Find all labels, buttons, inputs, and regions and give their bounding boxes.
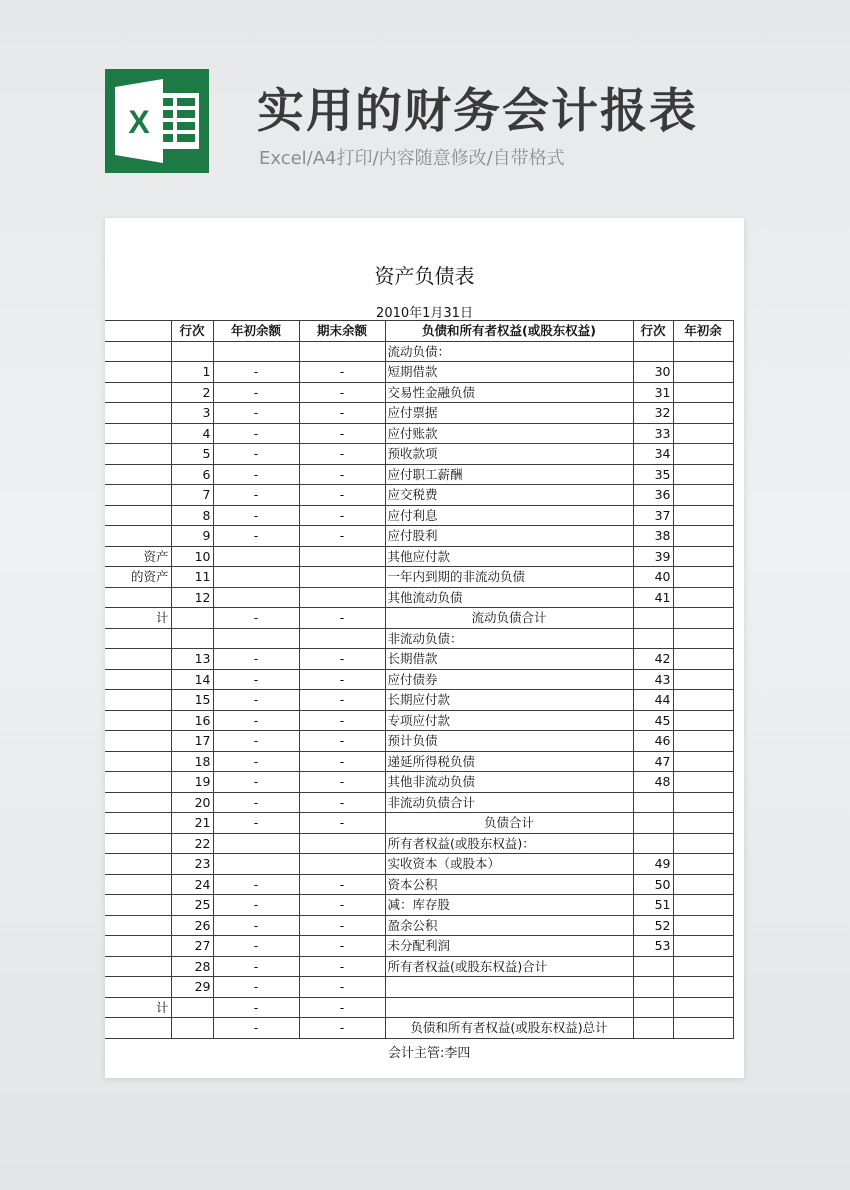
asset-name-cell [105,731,171,752]
asset-opening-balance-cell: - [213,362,299,383]
liability-equity-name-cell: 递延所得税负债 [385,751,633,772]
table-row [105,669,733,690]
column-header: 行次 [171,321,213,342]
liability-opening-balance-cell [673,710,733,731]
liability-equity-name-cell: 流动负债合计 [385,608,633,629]
liability-opening-balance-cell [673,874,733,895]
table-row [105,485,733,506]
asset-line-no-cell: 2 [171,382,213,403]
liability-equity-name-cell: 其他流动负债 [385,587,633,608]
table-row [105,977,733,998]
asset-line-no-cell [171,1018,213,1039]
asset-name-cell [105,403,171,424]
asset-name-cell [105,977,171,998]
table-row [105,546,733,567]
liability-equity-name-cell: 减：库存股 [385,895,633,916]
asset-opening-balance-cell: - [213,997,299,1018]
asset-opening-balance-cell: - [213,608,299,629]
liability-line-no-cell: 42 [633,649,673,670]
asset-name-cell [105,382,171,403]
asset-closing-balance-cell: - [299,382,385,403]
asset-name-cell [105,792,171,813]
excel-logo-icon [105,69,209,173]
asset-name-cell [105,915,171,936]
table-row [105,423,733,444]
asset-line-no-cell: 5 [171,444,213,465]
asset-opening-balance-cell [213,833,299,854]
sheet-title: 资产负债表 [374,264,475,288]
column-header: 期末余额 [299,321,385,342]
table-row [105,608,733,629]
liability-line-no-cell: 37 [633,505,673,526]
asset-name-cell [105,772,171,793]
asset-name-cell [105,690,171,711]
page-subtitle: Excel/A4打印/内容随意修改/自带格式 [259,148,565,169]
liability-equity-name-cell: 一年内到期的非流动负债 [385,567,633,588]
liability-equity-name-cell: 负债合计 [385,813,633,834]
asset-line-no-cell: 7 [171,485,213,506]
asset-closing-balance-cell: - [299,915,385,936]
asset-name-cell: 计 [105,608,171,629]
asset-name-cell [105,1018,171,1039]
liability-opening-balance-cell [673,546,733,567]
asset-closing-balance-cell: - [299,505,385,526]
liability-equity-name-cell: 短期借款 [385,362,633,383]
asset-name-cell [105,956,171,977]
liability-opening-balance-cell [673,690,733,711]
table-row [105,341,733,362]
asset-line-no-cell: 9 [171,526,213,547]
liability-opening-balance-cell [673,1018,733,1039]
asset-closing-balance-cell: - [299,936,385,957]
liability-line-no-cell [633,1018,673,1039]
liability-opening-balance-cell [673,526,733,547]
asset-name-cell [105,751,171,772]
liability-equity-name-cell: 盈余公积 [385,915,633,936]
asset-name-cell [105,587,171,608]
liability-equity-name-cell: 长期应付款 [385,690,633,711]
liability-line-no-cell [633,628,673,649]
liability-line-no-cell: 44 [633,690,673,711]
balance-sheet-table [105,320,734,1039]
asset-name-cell [105,341,171,362]
asset-opening-balance-cell: - [213,977,299,998]
liability-equity-name-cell: 其他应付款 [385,546,633,567]
liability-equity-name-cell: 交易性金融负债 [385,382,633,403]
logo-letter: X [128,104,150,140]
liability-line-no-cell: 41 [633,587,673,608]
table-row [105,833,733,854]
table-row [105,792,733,813]
asset-name-cell [105,444,171,465]
asset-name-cell [105,526,171,547]
liability-equity-name-cell: 长期借款 [385,649,633,670]
asset-opening-balance-cell: - [213,792,299,813]
liability-line-no-cell: 40 [633,567,673,588]
asset-closing-balance-cell: - [299,813,385,834]
liability-opening-balance-cell [673,444,733,465]
asset-name-cell [105,464,171,485]
liability-equity-name-cell: 非流动负债： [385,628,633,649]
liability-equity-name-cell: 应交税费 [385,485,633,506]
liability-line-no-cell: 49 [633,854,673,875]
liability-equity-name-cell: 应付票据 [385,403,633,424]
asset-closing-balance-cell: - [299,997,385,1018]
table-row [105,997,733,1018]
table-row [105,915,733,936]
asset-opening-balance-cell [213,341,299,362]
sheet-date: 2010年1月31日 [376,306,473,321]
table-row [105,567,733,588]
liability-line-no-cell: 39 [633,546,673,567]
asset-line-no-cell [171,997,213,1018]
asset-closing-balance-cell: - [299,464,385,485]
asset-closing-balance-cell: - [299,751,385,772]
asset-name-cell [105,362,171,383]
liability-equity-name-cell: 所有者权益(或股东权益)合计 [385,956,633,977]
liability-equity-name-cell: 应付股利 [385,526,633,547]
asset-opening-balance-cell: - [213,1018,299,1039]
asset-closing-balance-cell: - [299,444,385,465]
liability-opening-balance-cell [673,977,733,998]
liability-opening-balance-cell [673,608,733,629]
asset-opening-balance-cell: - [213,772,299,793]
liability-equity-name-cell: 应付利息 [385,505,633,526]
table-row [105,382,733,403]
table-row [105,813,733,834]
liability-opening-balance-cell [673,403,733,424]
liability-equity-name-cell: 应付债券 [385,669,633,690]
asset-name-cell [105,854,171,875]
column-header: 年初余 [673,321,733,342]
liability-line-no-cell: 33 [633,423,673,444]
asset-line-no-cell: 28 [171,956,213,977]
asset-closing-balance-cell [299,854,385,875]
asset-opening-balance-cell [213,567,299,588]
liability-line-no-cell: 51 [633,895,673,916]
asset-opening-balance-cell [213,628,299,649]
liability-opening-balance-cell [673,649,733,670]
liability-opening-balance-cell [673,936,733,957]
liability-equity-name-cell [385,997,633,1018]
liability-line-no-cell: 47 [633,751,673,772]
liability-equity-name-cell: 未分配利润 [385,936,633,957]
asset-opening-balance-cell: - [213,669,299,690]
asset-line-no-cell: 10 [171,546,213,567]
asset-closing-balance-cell: - [299,895,385,916]
asset-line-no-cell [171,341,213,362]
liability-equity-name-cell: 专项应付款 [385,710,633,731]
liability-equity-name-cell: 其他非流动负债 [385,772,633,793]
liability-line-no-cell: 35 [633,464,673,485]
balance-sheet-table-wrapper [105,320,734,1039]
liability-opening-balance-cell [673,485,733,506]
asset-opening-balance-cell [213,587,299,608]
column-header: 负债和所有者权益(或股东权益) [385,321,633,342]
liability-line-no-cell: 45 [633,710,673,731]
liability-opening-balance-cell [673,362,733,383]
asset-opening-balance-cell [213,854,299,875]
asset-line-no-cell: 21 [171,813,213,834]
liability-opening-balance-cell [673,567,733,588]
asset-line-no-cell: 8 [171,505,213,526]
asset-closing-balance-cell: - [299,792,385,813]
asset-line-no-cell: 16 [171,710,213,731]
asset-opening-balance-cell: - [213,956,299,977]
liability-line-no-cell [633,956,673,977]
asset-opening-balance-cell [213,546,299,567]
asset-opening-balance-cell: - [213,505,299,526]
asset-opening-balance-cell: - [213,895,299,916]
liability-equity-name-cell: 预收款项 [385,444,633,465]
liability-line-no-cell [633,792,673,813]
liability-equity-name-cell: 非流动负债合计 [385,792,633,813]
liability-equity-name-cell [385,977,633,998]
liability-line-no-cell [633,977,673,998]
asset-opening-balance-cell: - [213,731,299,752]
asset-line-no-cell: 11 [171,567,213,588]
asset-closing-balance-cell: - [299,1018,385,1039]
table-header-row [105,321,733,342]
asset-closing-balance-cell: - [299,423,385,444]
asset-line-no-cell: 15 [171,690,213,711]
liability-equity-name-cell: 实收资本（或股本） [385,854,633,875]
asset-name-cell [105,874,171,895]
asset-name-cell [105,710,171,731]
liability-opening-balance-cell [673,956,733,977]
asset-line-no-cell: 12 [171,587,213,608]
asset-line-no-cell: 1 [171,362,213,383]
asset-closing-balance-cell [299,833,385,854]
liability-opening-balance-cell [673,997,733,1018]
asset-name-cell: 计 [105,997,171,1018]
table-row [105,956,733,977]
liability-opening-balance-cell [673,628,733,649]
asset-opening-balance-cell: - [213,710,299,731]
table-row [105,649,733,670]
column-header: 行次 [633,321,673,342]
table-row [105,464,733,485]
liability-equity-name-cell: 预计负债 [385,731,633,752]
liability-line-no-cell [633,813,673,834]
liability-opening-balance-cell [673,813,733,834]
liability-opening-balance-cell [673,895,733,916]
asset-line-no-cell: 27 [171,936,213,957]
asset-closing-balance-cell: - [299,403,385,424]
asset-name-cell [105,669,171,690]
asset-opening-balance-cell: - [213,526,299,547]
asset-opening-balance-cell: - [213,382,299,403]
asset-opening-balance-cell: - [213,813,299,834]
asset-line-no-cell: 23 [171,854,213,875]
asset-closing-balance-cell [299,341,385,362]
asset-name-cell [105,649,171,670]
asset-closing-balance-cell: - [299,956,385,977]
liability-opening-balance-cell [673,731,733,752]
table-row [105,710,733,731]
table-row [105,731,733,752]
asset-closing-balance-cell: - [299,485,385,506]
liability-opening-balance-cell [673,587,733,608]
liability-line-no-cell: 53 [633,936,673,957]
liability-line-no-cell [633,997,673,1018]
liability-opening-balance-cell [673,854,733,875]
liability-equity-name-cell: 流动负债： [385,341,633,362]
liability-line-no-cell: 46 [633,731,673,752]
liability-line-no-cell: 32 [633,403,673,424]
asset-opening-balance-cell: - [213,403,299,424]
liability-line-no-cell: 30 [633,362,673,383]
liability-equity-name-cell: 应付账款 [385,423,633,444]
asset-line-no-cell: 25 [171,895,213,916]
liability-opening-balance-cell [673,464,733,485]
liability-line-no-cell: 34 [633,444,673,465]
asset-closing-balance-cell: - [299,690,385,711]
asset-opening-balance-cell: - [213,874,299,895]
liability-line-no-cell: 50 [633,874,673,895]
asset-name-cell [105,813,171,834]
asset-line-no-cell: 17 [171,731,213,752]
asset-line-no-cell: 29 [171,977,213,998]
asset-name-cell: 的资产 [105,567,171,588]
asset-name-cell [105,505,171,526]
table-row [105,362,733,383]
table-row [105,628,733,649]
liability-line-no-cell: 48 [633,772,673,793]
table-row [105,690,733,711]
asset-line-no-cell: 22 [171,833,213,854]
liability-opening-balance-cell [673,915,733,936]
table-row [105,936,733,957]
liability-line-no-cell: 36 [633,485,673,506]
asset-name-cell [105,423,171,444]
asset-opening-balance-cell: - [213,915,299,936]
liability-opening-balance-cell [673,423,733,444]
table-row [105,751,733,772]
asset-name-cell [105,628,171,649]
asset-line-no-cell: 13 [171,649,213,670]
asset-closing-balance-cell: - [299,977,385,998]
asset-name-cell [105,485,171,506]
table-row [105,874,733,895]
liability-opening-balance-cell [673,751,733,772]
asset-opening-balance-cell: - [213,649,299,670]
asset-closing-balance-cell [299,628,385,649]
asset-line-no-cell: 24 [171,874,213,895]
asset-closing-balance-cell: - [299,731,385,752]
asset-line-no-cell [171,608,213,629]
liability-line-no-cell: 43 [633,669,673,690]
asset-line-no-cell: 26 [171,915,213,936]
liability-opening-balance-cell [673,833,733,854]
liability-equity-name-cell: 所有者权益(或股东权益)： [385,833,633,854]
asset-closing-balance-cell: - [299,669,385,690]
asset-opening-balance-cell: - [213,464,299,485]
asset-closing-balance-cell [299,587,385,608]
asset-closing-balance-cell [299,546,385,567]
asset-line-no-cell: 14 [171,669,213,690]
table-row [105,1018,733,1039]
liability-line-no-cell [633,608,673,629]
asset-name-cell [105,833,171,854]
liability-line-no-cell [633,341,673,362]
asset-name-cell [105,936,171,957]
liability-opening-balance-cell [673,669,733,690]
accounting-supervisor: 会计主管:李四 [388,1046,471,1061]
asset-opening-balance-cell: - [213,444,299,465]
liability-equity-name-cell: 应付职工薪酬 [385,464,633,485]
liability-opening-balance-cell [673,382,733,403]
asset-opening-balance-cell: - [213,936,299,957]
liability-line-no-cell: 31 [633,382,673,403]
table-row [105,854,733,875]
table-row [105,895,733,916]
column-header [105,321,171,342]
column-header: 年初余额 [213,321,299,342]
asset-name-cell: 资产 [105,546,171,567]
asset-line-no-cell: 20 [171,792,213,813]
table-row [105,403,733,424]
asset-closing-balance-cell: - [299,362,385,383]
asset-opening-balance-cell: - [213,423,299,444]
liability-equity-name-cell: 资本公积 [385,874,633,895]
asset-closing-balance-cell: - [299,608,385,629]
liability-opening-balance-cell [673,772,733,793]
liability-equity-name-cell: 负债和所有者权益(或股东权益)总计 [385,1018,633,1039]
asset-closing-balance-cell: - [299,526,385,547]
asset-closing-balance-cell: - [299,649,385,670]
liability-opening-balance-cell [673,505,733,526]
spreadsheet-preview [105,218,744,1078]
table-row [105,772,733,793]
asset-line-no-cell: 18 [171,751,213,772]
asset-opening-balance-cell: - [213,485,299,506]
asset-closing-balance-cell [299,567,385,588]
asset-closing-balance-cell: - [299,874,385,895]
liability-opening-balance-cell [673,792,733,813]
page-title: 实用的财务会计报表 [257,84,698,139]
liability-line-no-cell: 38 [633,526,673,547]
table-row [105,526,733,547]
liability-line-no-cell [633,833,673,854]
asset-line-no-cell [171,628,213,649]
asset-line-no-cell: 6 [171,464,213,485]
asset-line-no-cell: 4 [171,423,213,444]
asset-name-cell [105,895,171,916]
asset-closing-balance-cell: - [299,772,385,793]
asset-line-no-cell: 3 [171,403,213,424]
liability-line-no-cell: 52 [633,915,673,936]
table-row [105,505,733,526]
asset-opening-balance-cell: - [213,690,299,711]
asset-closing-balance-cell: - [299,710,385,731]
liability-opening-balance-cell [673,341,733,362]
asset-line-no-cell: 19 [171,772,213,793]
table-row [105,444,733,465]
asset-opening-balance-cell: - [213,751,299,772]
table-row [105,587,733,608]
